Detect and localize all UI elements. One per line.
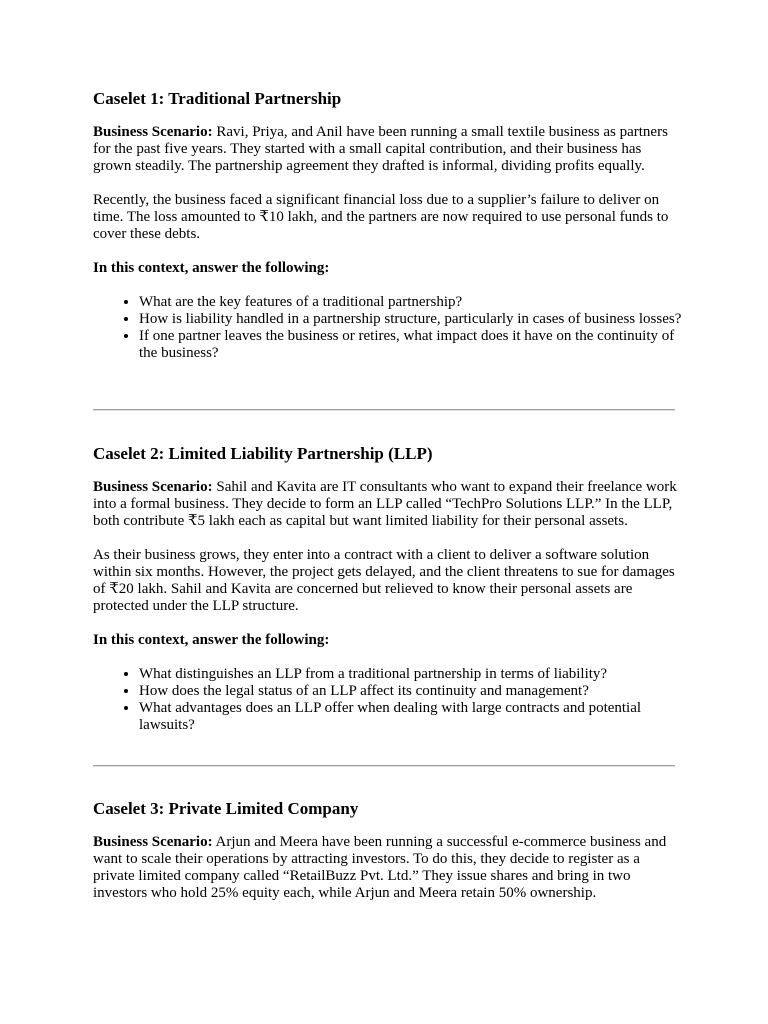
caselet-2-paragraph-2: As their business grows, they enter into a contract with a client to deliver a software solution within six months. However, the project gets delayed, and the client threatens to sue for damages of ₹20 lakh. Sahil and Kavita are concerned but relieved to know their personal assets are protected under the LLP structure. — [93, 547, 675, 614]
caselet-2-scenario — [93, 479, 683, 530]
scenario-label: Business Scenario: — [93, 124, 213, 140]
question-item: • What are the key features of a traditional partnership? — [139, 294, 683, 311]
caselet-1 — [93, 89, 683, 362]
caselet-3-title: Caselet 3: Private Limited Company — [93, 799, 359, 818]
caselet-2-title: Caselet 2: Limited Liability Partnership (LLP) — [93, 444, 433, 463]
question-item: • What advantages does an LLP offer when dealing with large contracts and potential lawsuits? — [139, 700, 683, 734]
caselet-3 — [93, 799, 683, 902]
question-item: • How is liability handled in a partnership structure, particularly in cases of business losses? — [139, 311, 683, 328]
question-item: • How does the legal status of an LLP affect its continuity and management? — [139, 683, 683, 700]
section-divider — [93, 765, 675, 767]
caselet-1-paragraph-2: Recently, the business faced a significant financial loss due to a supplier’s failure to deliver on time. The loss amounted to ₹10 lakh, and the partners are now required to use personal funds to cover these debts. — [93, 192, 669, 242]
scenario-label: Business Scenario: — [93, 479, 213, 495]
caselet-1-questions — [93, 294, 683, 362]
caselet-3-scenario — [93, 834, 683, 902]
scenario-text: Sahil and Kavita are IT consultants who want to expand their freelance work into a formal business. They decide to form an LLP called “TechPro Solutions LLP.” In the LLP, both contribute ₹5 lakh each as capital but want limited liability for their personal assets. — [93, 479, 677, 529]
scenario-text: Arjun and Meera have been running a successful e-commerce business and want to scale their operations by attracting investors. To do this, they decide to register as a private limited company called “RetailBuzz Pvt. Ltd.” They issue shares and bring in two investors who hold 25% equity each, while Arjun and Meera retain 50% ownership. — [93, 834, 667, 901]
question-item: • If one partner leaves the business or retires, what impact does it have on the continuity of the business? — [139, 328, 683, 362]
caselet-1-title: Caselet 1: Traditional Partnership — [93, 89, 342, 108]
caselet-1-scenario — [93, 124, 683, 175]
caselet-2 — [93, 444, 683, 734]
caselet-1-prompt: In this context, answer the following: — [93, 260, 330, 276]
question-item: • What distinguishes an LLP from a traditional partnership in terms of liability? — [139, 666, 683, 683]
caselet-2-questions — [93, 666, 683, 734]
caselet-2-prompt: In this context, answer the following: — [93, 632, 330, 648]
section-divider — [93, 409, 675, 411]
scenario-text: Ravi, Priya, and Anil have been running a small textile business as partners for the past five years. They started with a small capital contribution, and their business has grown steadily. The partnership agreement they drafted is informal, dividing profits equally. — [93, 124, 668, 174]
scenario-label: Business Scenario: — [93, 834, 213, 850]
